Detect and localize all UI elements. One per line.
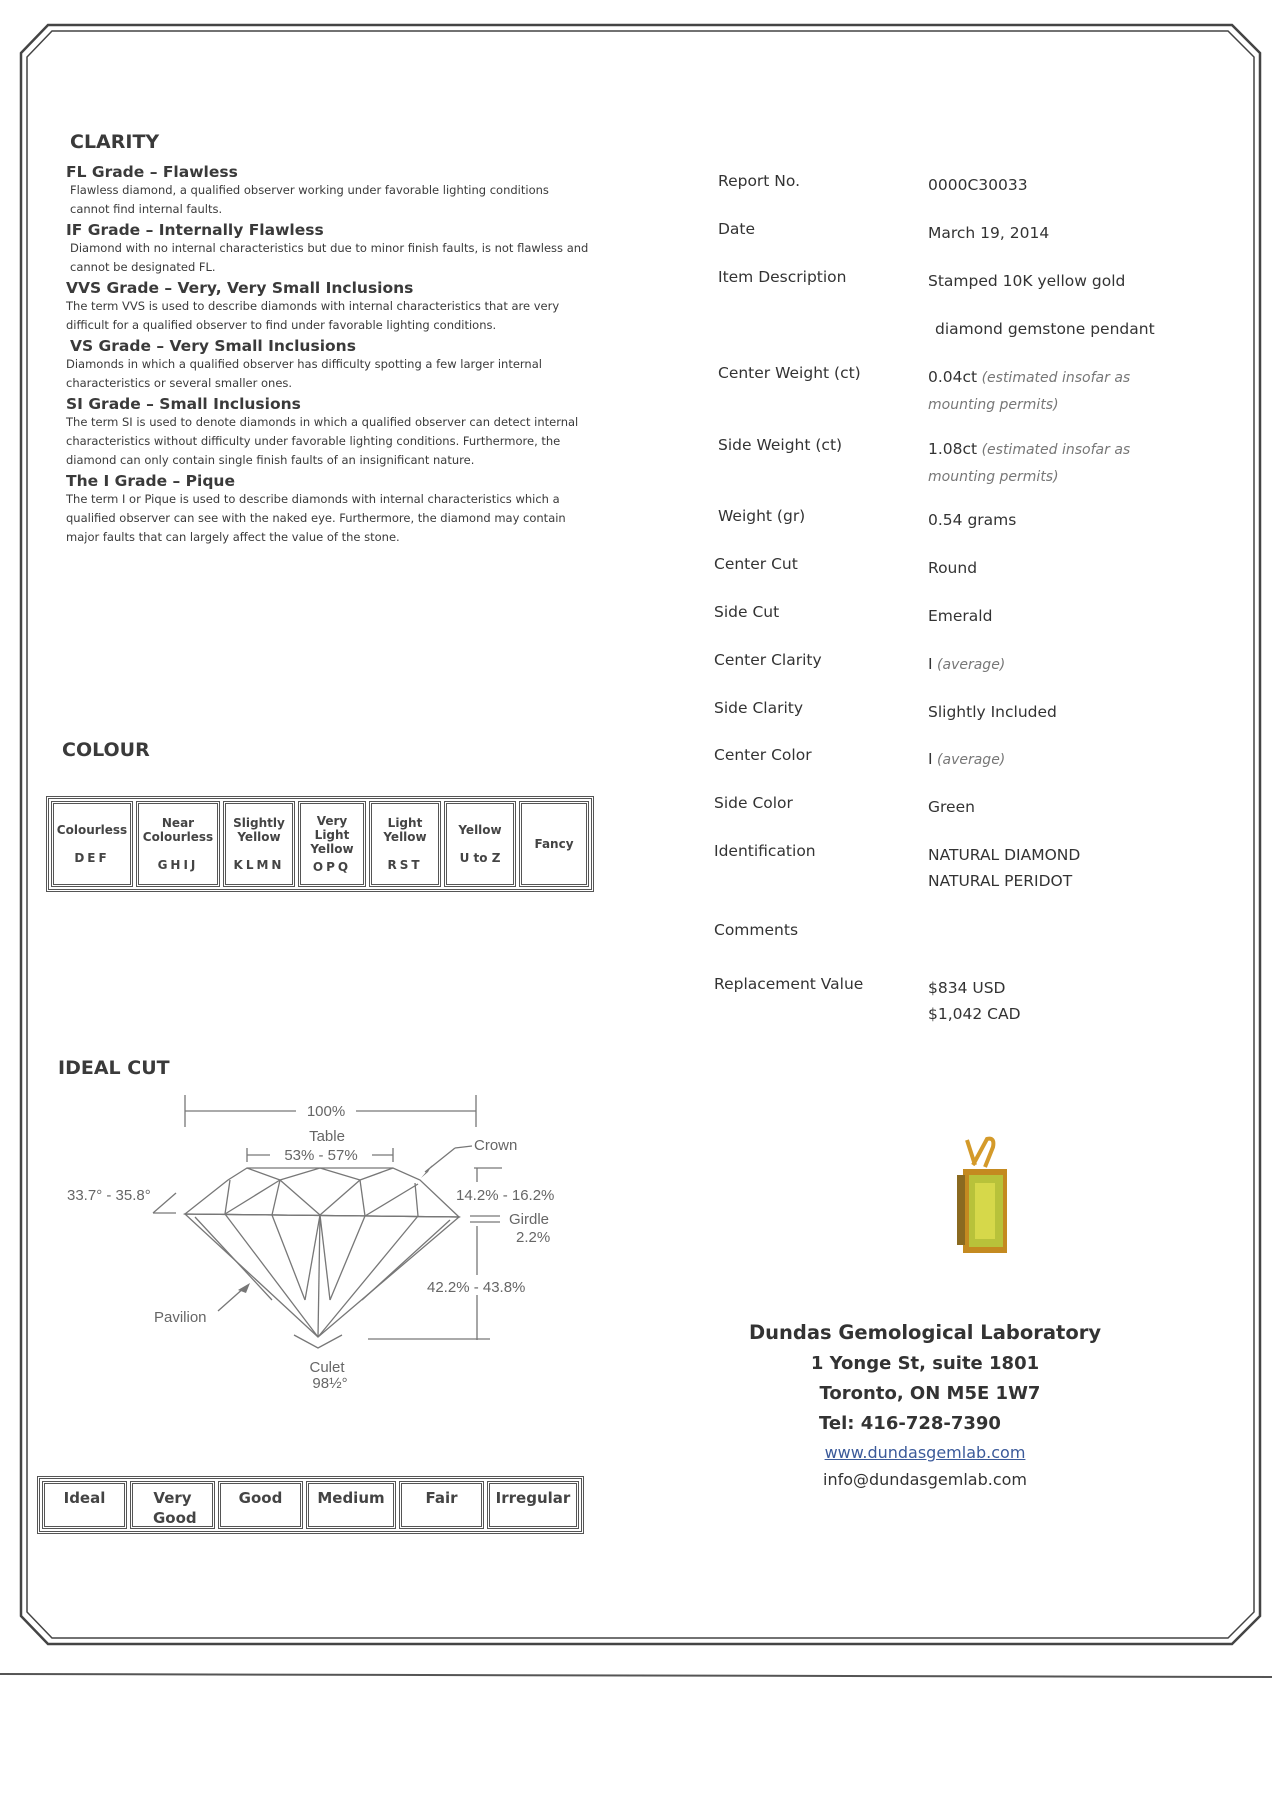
value-text: March 19, 2014 — [928, 224, 1050, 242]
value-text: Stamped 10K yellow gold — [928, 272, 1126, 290]
colour-name: Light Yellow — [383, 816, 427, 844]
lab-website-link[interactable]: www.dundasgemlab.com — [824, 1443, 1026, 1462]
value-text: Green — [928, 798, 975, 816]
table-range-label: 53% - 57% — [284, 1147, 358, 1164]
report-value — [928, 172, 1168, 198]
value-text: $834 USD — [928, 979, 1006, 997]
report-label: Weight (gr) — [718, 507, 806, 525]
colour-name: Near Colourless — [142, 816, 214, 844]
cut-grade-table — [37, 1476, 584, 1534]
value-text: NATURAL DIAMOND — [928, 846, 1081, 864]
culet-label: Culet — [309, 1359, 345, 1376]
report-value — [935, 316, 1175, 342]
pavilion-depth-label: 42.2% - 43.8% — [427, 1279, 526, 1296]
cut-grade-cell: Ideal — [42, 1481, 127, 1529]
grade-text: Diamonds in which a qualified observer has difficulty spotting a few larger internal characteristics or several smaller ones. — [66, 357, 542, 390]
grade-text: Diamond with no internal characteristics but due to minor finish faults, is not flawless and cannot be designated FL. — [70, 241, 589, 274]
value-note: (estimated insofar as mounting permits) — [928, 370, 1131, 413]
report-label: Side Weight (ct) — [718, 436, 843, 454]
grade-heading: IF Grade – Internally Flawless — [66, 221, 324, 239]
girdle-value-label: 2.2% — [516, 1229, 551, 1246]
colour-name: Colourless — [56, 823, 128, 837]
value-text: diamond gemstone pendant — [935, 320, 1155, 338]
girdle-label: Girdle — [509, 1211, 550, 1228]
cut-grade-cell: Fair — [399, 1481, 484, 1529]
value-text: 0.04ct — [928, 368, 978, 386]
value-text: 1.08ct — [928, 440, 978, 458]
colour-grades: RST — [387, 858, 423, 872]
report-label: Date — [718, 220, 756, 238]
lab-address-2: Toronto, ON M5E 1W7 — [819, 1383, 1041, 1404]
value-text: Slightly Included — [928, 703, 1057, 721]
width-label: 100% — [306, 1103, 346, 1120]
value-note: (average) — [937, 657, 1006, 673]
report-value — [928, 603, 1168, 629]
report-value — [928, 555, 1168, 581]
colour-grades: DEF — [74, 851, 110, 865]
cut-grade-cell: Medium — [306, 1481, 396, 1529]
report-label: Side Cut — [714, 603, 780, 621]
report-value — [928, 746, 1168, 773]
pavilion-label: Pavilion — [154, 1309, 207, 1326]
grade-heading: The I Grade – Pique — [66, 472, 235, 490]
report-value — [928, 651, 1168, 678]
report-label: Comments — [714, 921, 799, 939]
value-text-secondary: $1,042 CAD — [928, 1005, 1021, 1023]
value-text: I — [928, 655, 933, 673]
colour-name: Yellow — [458, 823, 502, 837]
colour-name: Very Light Yellow — [310, 814, 354, 856]
ideal-cut-title: IDEAL CUT — [58, 1057, 170, 1079]
report-value — [928, 699, 1168, 725]
lab-email: info@dundasgemlab.com — [823, 1470, 1027, 1489]
crown-label: Crown — [474, 1137, 518, 1154]
report-label: Identification — [714, 842, 816, 860]
lab-address-1: 1 Yonge St, suite 1801 — [810, 1353, 1040, 1374]
grade-heading: FL Grade – Flawless — [66, 163, 238, 181]
colour-name: Slightly Yellow — [233, 816, 285, 844]
culet-angle-label: 98½° — [312, 1375, 348, 1392]
cut-grade-cell: Very Good — [130, 1481, 215, 1529]
colour-grades: U to Z — [459, 851, 501, 865]
pendant-photo — [945, 1135, 1025, 1265]
value-note: (average) — [937, 752, 1006, 768]
lab-phone: Tel: 416-728-7390 — [819, 1413, 1001, 1434]
report-label: Center Cut — [714, 555, 798, 573]
report-label: Item Description — [718, 268, 847, 286]
cut-grade-cell: Irregular — [487, 1481, 579, 1529]
colour-title: COLOUR — [62, 739, 150, 761]
grade-heading: VS Grade – Very Small Inclusions — [70, 337, 356, 355]
report-label: Center Color — [714, 746, 812, 764]
report-value — [928, 794, 1168, 820]
crown-angle-label: 33.7° - 35.8° — [67, 1187, 151, 1204]
report-value — [928, 507, 1168, 533]
colour-name: Fancy — [534, 837, 574, 851]
report-label: Replacement Value — [714, 975, 864, 993]
grade-heading: VVS Grade – Very, Very Small Inclusions — [66, 279, 414, 297]
colour-grades: KLMN — [233, 858, 285, 872]
ideal-cut-diagram — [0, 0, 600, 1420]
table-label: Table — [309, 1128, 345, 1145]
report-label: Side Clarity — [714, 699, 804, 717]
value-text: I — [928, 750, 933, 768]
value-text-secondary: NATURAL PERIDOT — [928, 872, 1073, 890]
clarity-title: CLARITY — [70, 131, 160, 153]
report-label: Report No. — [718, 172, 801, 190]
report-label: Center Clarity — [714, 651, 822, 669]
value-text: Emerald — [928, 607, 993, 625]
grade-heading: SI Grade – Small Inclusions — [66, 395, 301, 413]
value-text: 0000C30033 — [928, 176, 1028, 194]
report-label: Side Color — [714, 794, 793, 812]
lab-name: Dundas Gemological Laboratory — [748, 1321, 1102, 1344]
report-value — [928, 364, 1168, 418]
cut-grade-cell: Good — [218, 1481, 303, 1529]
report-label: Center Weight (ct) — [718, 364, 861, 382]
value-text: 0.54 grams — [928, 511, 1017, 529]
report-value — [928, 842, 1168, 894]
colour-grades: GHIJ — [157, 858, 199, 872]
report-value — [928, 268, 1168, 294]
value-text: Round — [928, 559, 978, 577]
grade-text: The term I or Pique is used to describe diamonds with internal characteristics which a qualified observer can see with the naked eye. Furthermore, the diamond may contain major faults that can largely affect the value of the stone. — [66, 492, 566, 544]
value-note: (estimated insofar as mounting permits) — [928, 442, 1131, 485]
grade-text: Flawless diamond, a qualified observer working under favorable lighting conditions cannot find internal faults. — [70, 183, 549, 216]
report-value — [928, 975, 1168, 1027]
colour-grades: OPQ — [312, 860, 352, 874]
report-value — [928, 436, 1168, 490]
crown-height-label: 14.2% - 16.2% — [456, 1187, 555, 1204]
report-value — [928, 220, 1168, 246]
grade-text: The term SI is used to denote diamonds in which a qualified observer can detect internal characteristics without difficulty under favorable lighting conditions. Furthermore, the diamond can only contain single finish faults of an insignificant nature. — [66, 415, 579, 467]
grade-text: The term VVS is used to describe diamonds with internal characteristics that are very difficult for a qualified observer to find under favorable lighting conditions. — [66, 299, 560, 332]
